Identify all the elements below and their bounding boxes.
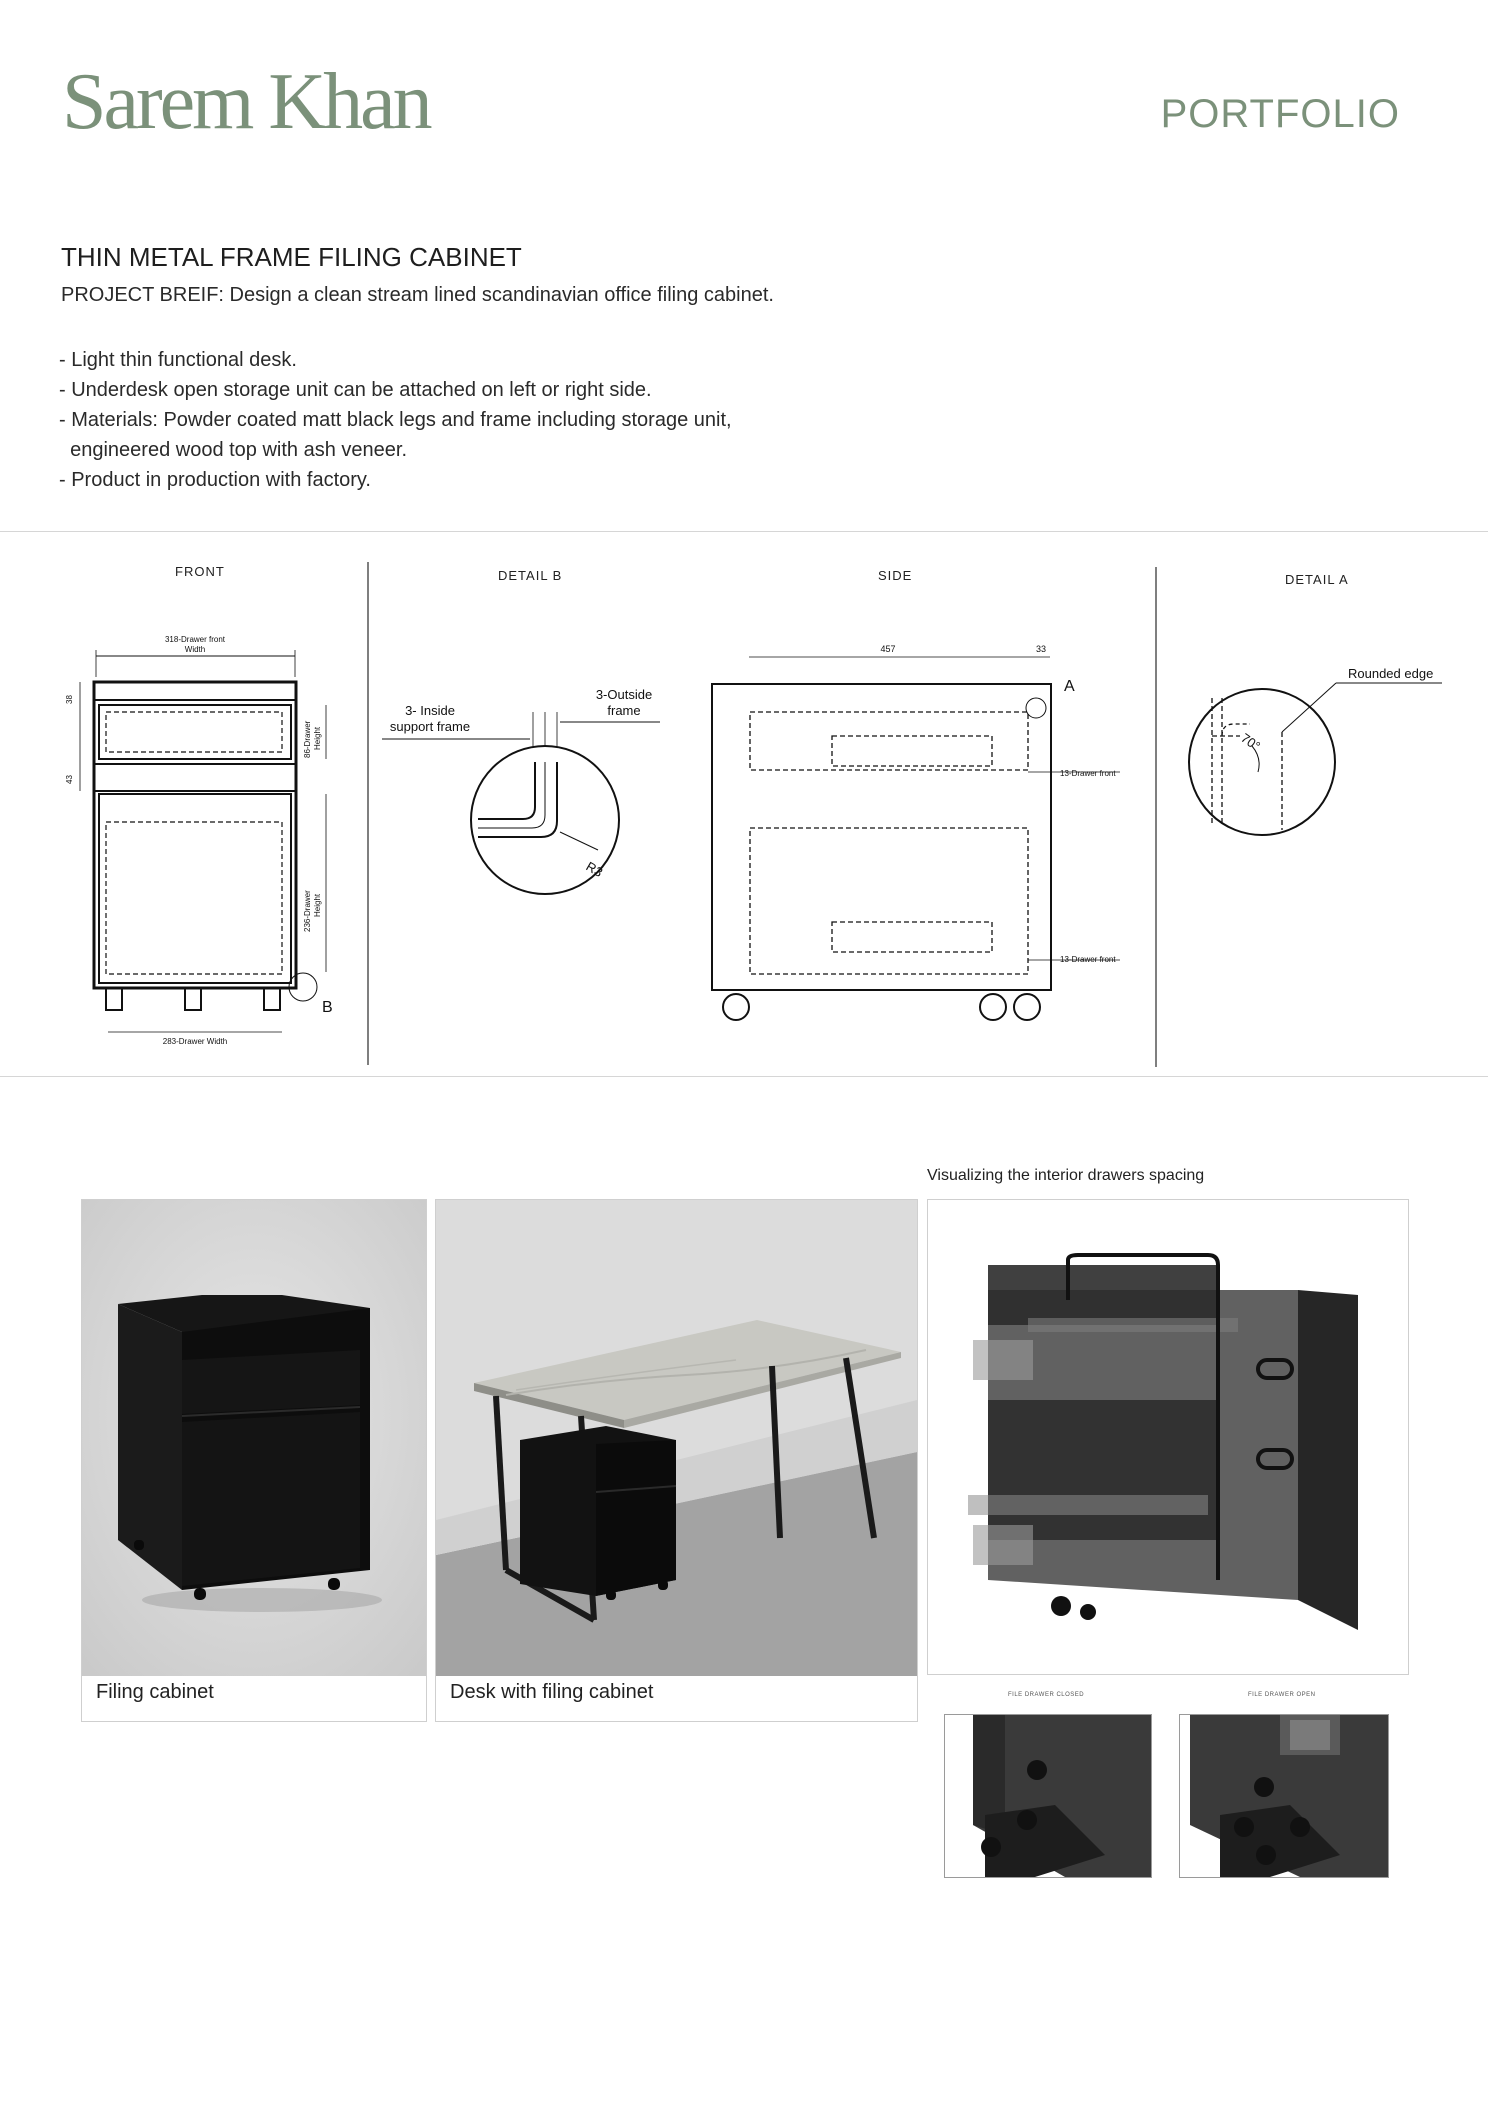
viz-title: Visualizing the interior drawers spacing bbox=[927, 1167, 1205, 1184]
callout-label: A bbox=[1064, 678, 1075, 695]
detail-text: 3-Outside bbox=[595, 687, 653, 702]
filing-cabinet-render bbox=[82, 1200, 426, 1676]
caster bbox=[980, 994, 1006, 1020]
leader-line bbox=[1282, 683, 1336, 732]
filing-cabinet-caption: Filing cabinet bbox=[96, 1681, 214, 1703]
hidden-slide bbox=[832, 922, 992, 952]
detail-text: 3- Inside bbox=[405, 703, 455, 718]
project-brief: PROJECT BREIF: Design a clean stream lined scandinavian office filing cabinet. bbox=[61, 284, 774, 306]
drawer-open-card bbox=[1179, 1714, 1389, 1878]
hidden-slide bbox=[832, 736, 992, 766]
top-drawer bbox=[99, 705, 291, 759]
caster bbox=[185, 988, 201, 1010]
drawer-open-render bbox=[1180, 1715, 1388, 1877]
desk-render bbox=[436, 1200, 917, 1676]
drawer-closed-card bbox=[944, 1714, 1152, 1878]
dim-text: 38 bbox=[65, 695, 74, 704]
project-title: THIN METAL FRAME FILING CABINET bbox=[61, 242, 522, 272]
project-bullets bbox=[59, 345, 732, 495]
open-label: FILE DRAWER OPEN bbox=[1248, 1692, 1316, 1698]
dim-text: 318-Drawer front bbox=[164, 635, 226, 644]
detail-a-label: DETAIL A bbox=[1285, 572, 1349, 587]
dim-text: 457 bbox=[880, 644, 896, 654]
side-view bbox=[712, 568, 1120, 1020]
bullet-item: engineered wood top with ash veneer. bbox=[59, 439, 408, 461]
front-view bbox=[65, 564, 333, 1046]
interior-viz-card bbox=[927, 1199, 1409, 1675]
caster bbox=[1014, 994, 1040, 1020]
radius-leader bbox=[560, 832, 598, 850]
dim-text: 43 bbox=[65, 775, 74, 784]
desk-caption: Desk with filing cabinet bbox=[450, 1681, 654, 1703]
drawer-closed-render bbox=[945, 1715, 1151, 1877]
hidden-drawer bbox=[750, 712, 1028, 770]
bullet-item: - Underdesk open storage unit can be attached on left or right side. bbox=[59, 379, 652, 401]
detail-text: support frame bbox=[389, 719, 471, 734]
dim-text: 13-Drawer front bbox=[1060, 769, 1116, 778]
angle-text: 70° bbox=[1238, 730, 1263, 754]
side-body bbox=[712, 684, 1051, 990]
detail-text: frame bbox=[607, 703, 641, 718]
callout-label: B bbox=[322, 999, 333, 1016]
dim-text: Height bbox=[313, 726, 322, 750]
detail-b-view bbox=[382, 568, 660, 894]
dim-text: 86-Drawer bbox=[303, 720, 312, 758]
bullet-item: - Materials: Powder coated matt black legs and frame including storage unit, bbox=[59, 409, 732, 431]
desk-card bbox=[435, 1199, 918, 1722]
hidden-drawer-outline bbox=[106, 822, 282, 974]
drawings-svg bbox=[0, 532, 1488, 1078]
brand-name: Sarem Khan bbox=[62, 58, 430, 146]
dim-text: 236-Drawer bbox=[303, 890, 312, 932]
bullet-item: - Light thin functional desk. bbox=[59, 349, 297, 371]
dim-text: 283-Drawer Width bbox=[162, 1037, 228, 1046]
detail-a-view bbox=[1189, 572, 1442, 835]
side-label: SIDE bbox=[878, 568, 913, 583]
caster bbox=[264, 988, 280, 1010]
dim-text: 13-Drawer front bbox=[1060, 955, 1116, 964]
dim-text: Height bbox=[313, 893, 322, 917]
caster bbox=[723, 994, 749, 1020]
caster bbox=[106, 988, 122, 1010]
interior-viz-render bbox=[928, 1200, 1408, 1674]
radius-text: R3 bbox=[583, 858, 606, 880]
dim-text: 33 bbox=[1035, 644, 1047, 654]
technical-drawings bbox=[0, 531, 1488, 1077]
closed-label: FILE DRAWER CLOSED bbox=[1008, 1692, 1085, 1698]
front-label: FRONT bbox=[175, 564, 225, 579]
bullet-item: - Product in production with factory. bbox=[59, 469, 371, 491]
detail-circle bbox=[1189, 689, 1335, 835]
callout-circle bbox=[1026, 698, 1046, 718]
inner-frame bbox=[478, 762, 535, 819]
filing-cabinet-card bbox=[81, 1199, 427, 1722]
section-title: PORTFOLIO bbox=[1160, 92, 1400, 136]
detail-b-label: DETAIL B bbox=[498, 568, 563, 583]
cabinet-body bbox=[94, 682, 296, 988]
dim-text: Width bbox=[184, 645, 206, 654]
hidden-drawer-outline bbox=[106, 712, 282, 752]
detail-text: Rounded edge bbox=[1348, 666, 1434, 681]
